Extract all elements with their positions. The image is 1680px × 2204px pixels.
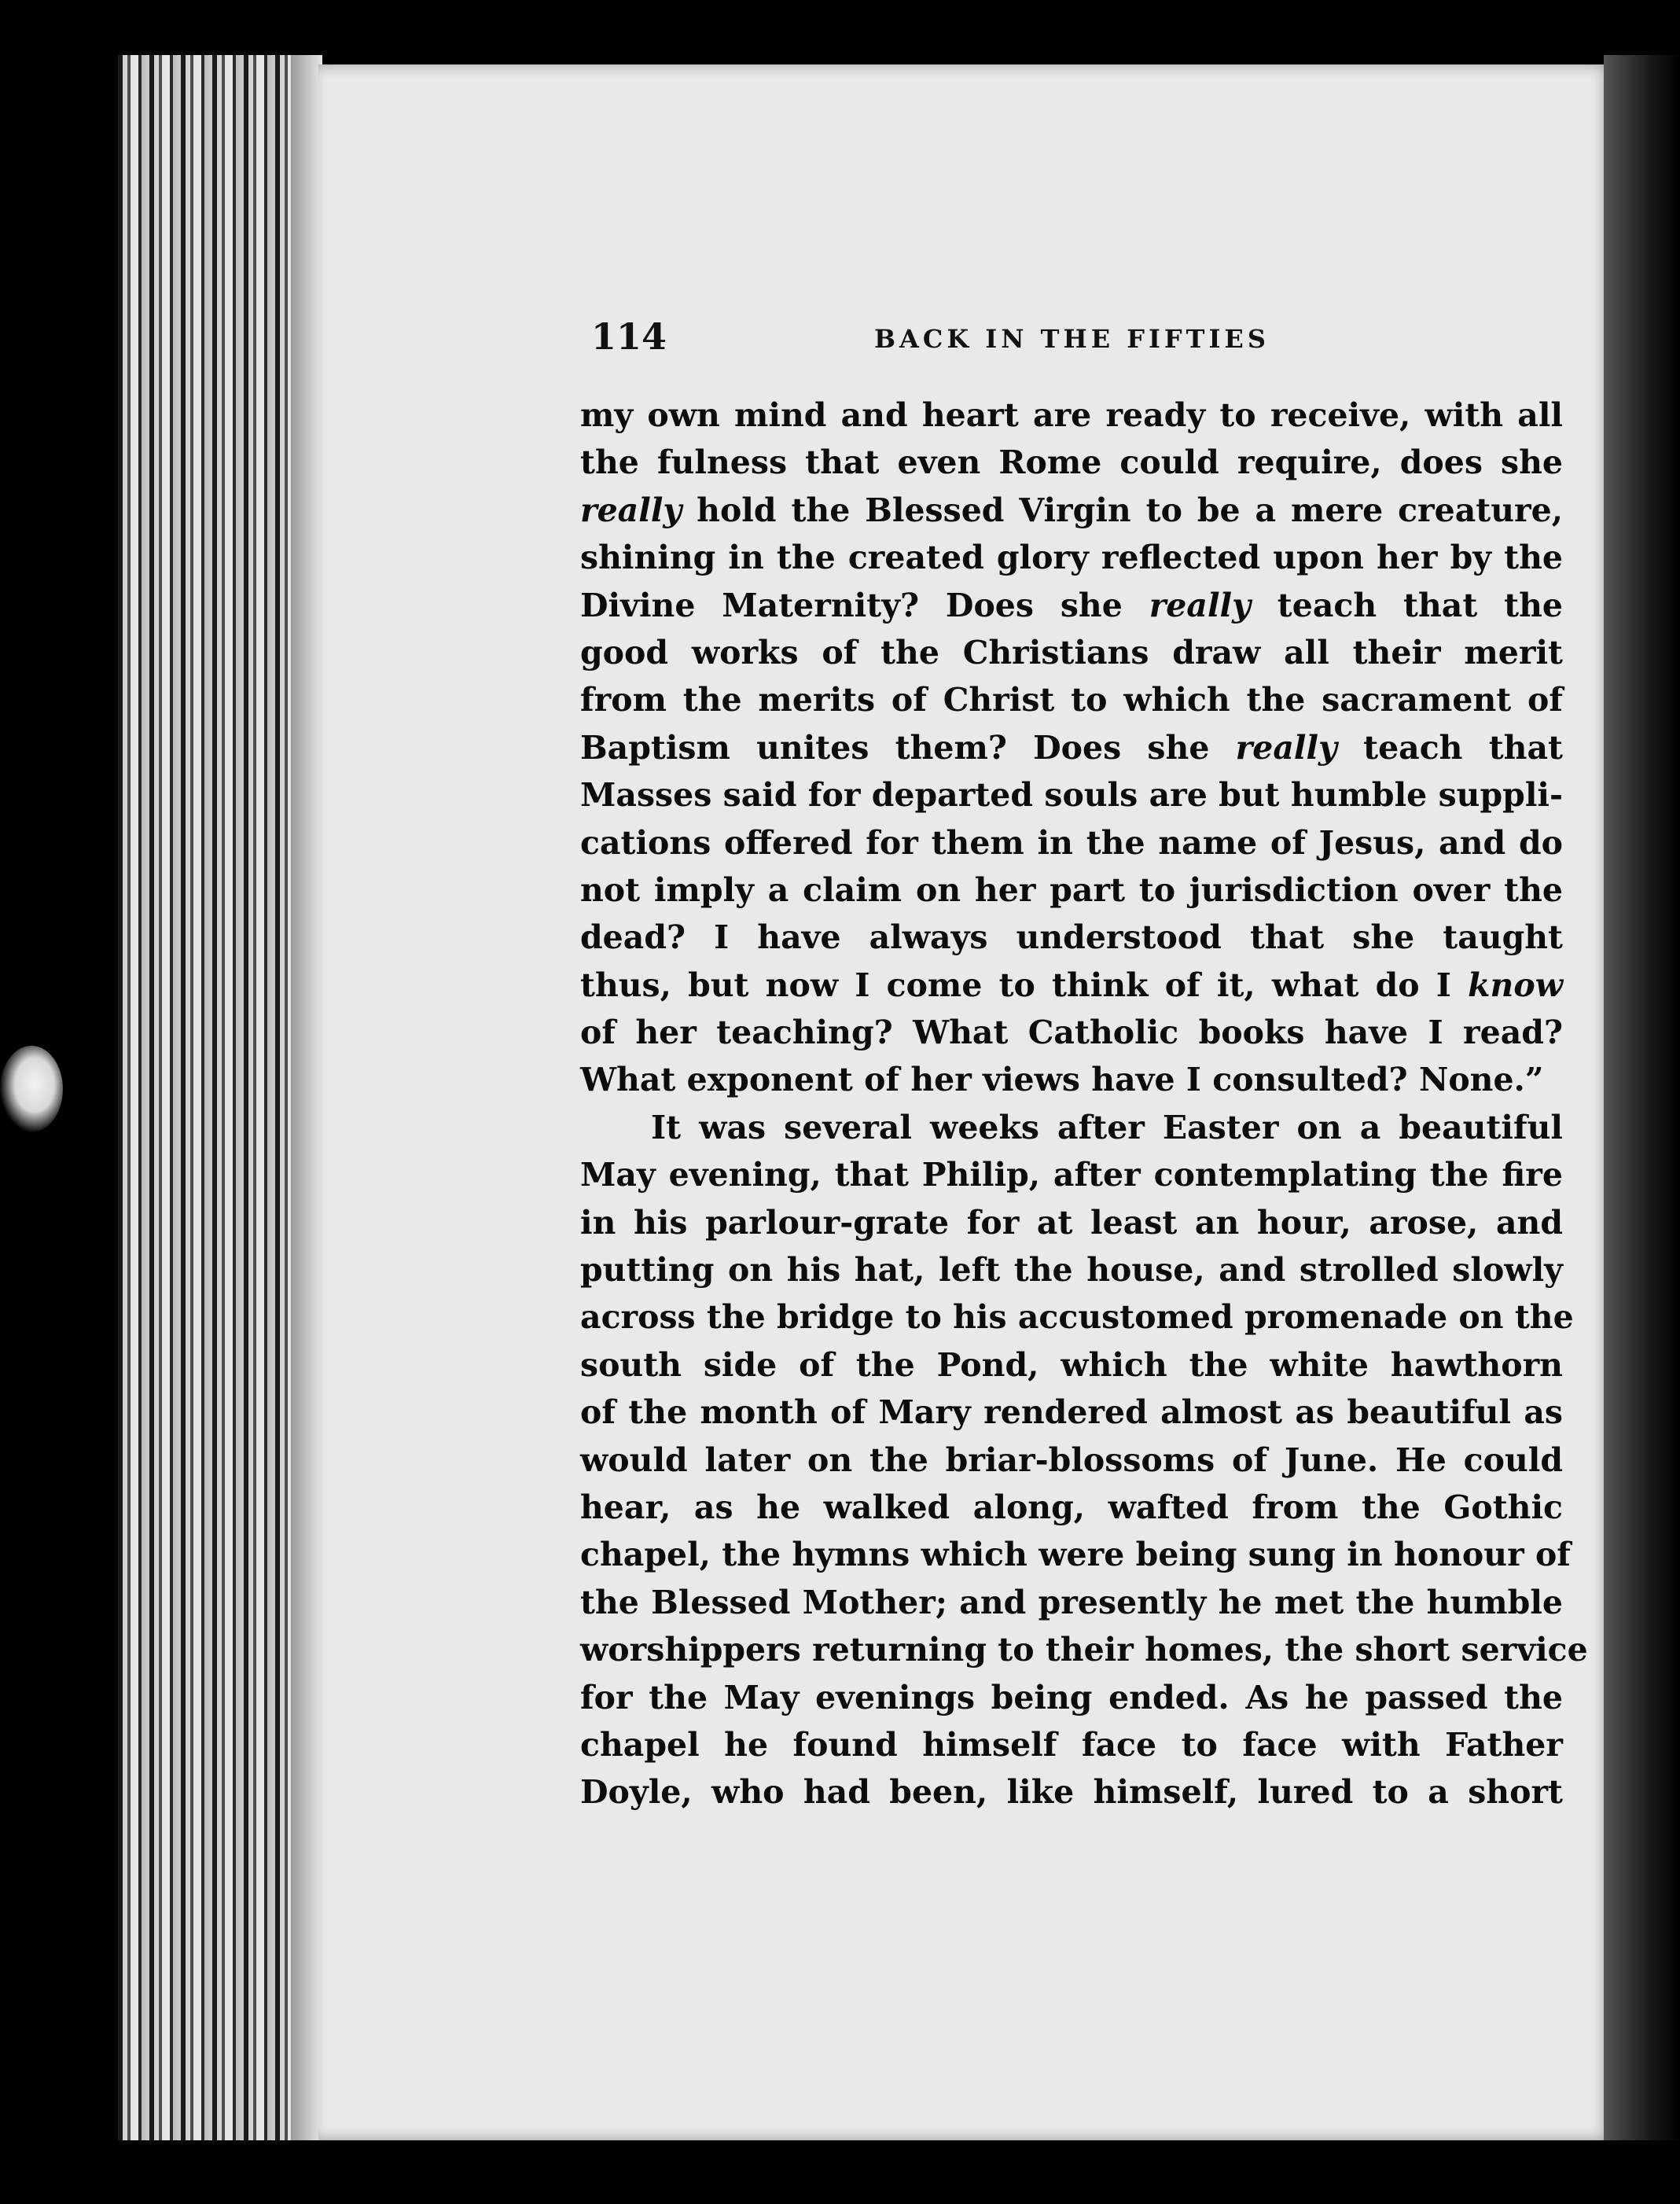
text-segment: hold the Blessed Virgin to be a mere creature, <box>682 491 1563 529</box>
text-line: would later on the briar-blossoms of June. He could <box>580 1441 1563 1479</box>
text-segment: teach that <box>1336 728 1563 767</box>
emphasized-word: really <box>1235 728 1337 767</box>
text-line: Masses said for departed souls are but humble suppli- <box>580 776 1563 815</box>
book-right-edge <box>1604 55 1680 2147</box>
emphasized-word: really <box>1149 586 1251 624</box>
text-line: hear, as he walked along, wafted from the Gothic <box>580 1488 1563 1526</box>
emphasized-word: really <box>580 491 682 529</box>
text-line: shining in the created glory reflected upon her by the <box>580 539 1563 577</box>
text-line: putting on his hat, left the house, and strolled slowly <box>580 1251 1563 1290</box>
text-line: in his parlour-grate for at least an hour, arose, and <box>580 1203 1563 1242</box>
text-line: worshippers returning to their homes, the short service <box>580 1631 1588 1669</box>
text-line: chapel he found himself face to face with Father <box>580 1725 1563 1764</box>
text-segment: thus, but now I come to think of it, what do I <box>580 966 1469 1004</box>
text-line <box>580 724 1563 771</box>
text-line <box>580 582 1563 629</box>
text-line: May evening, that Philip, after contemplating the fire <box>580 1156 1563 1194</box>
text-line: south side of the Pond, which the white hawthorn <box>580 1345 1563 1384</box>
text-line: across the bridge to his accustomed promenade on the <box>580 1298 1574 1337</box>
text-line: chapel, the hymns which were being sung in honour of <box>580 1536 1571 1574</box>
scan-smudge <box>0 1046 63 1132</box>
text-line: good works of the Christians draw all their merit <box>580 633 1563 672</box>
text-line: It was several weeks after Easter on a beautiful <box>651 1108 1563 1146</box>
running-title: BACK IN THE FIFTIES <box>874 324 1270 354</box>
text-line: from the merits of Christ to which the sacrament of <box>580 681 1563 719</box>
book-page-edges <box>118 55 322 2147</box>
body-text <box>580 392 1588 1816</box>
text-segment: teach that the <box>1250 586 1563 624</box>
scan-bottom-border <box>118 2140 1680 2204</box>
text-line: cations offered for them in the name of Jesus, and do <box>580 823 1563 862</box>
text-line: Doyle, who had been, like himself, lured to a short <box>580 1773 1563 1812</box>
text-line: What exponent of her views have I consulted? None.” <box>580 1061 1544 1099</box>
text-line <box>580 962 1563 1009</box>
text-line <box>580 487 1563 534</box>
text-line: the Blessed Mother; and presently he met the humble <box>580 1583 1563 1621</box>
text-line: the fulness that even Rome could require, does she <box>580 443 1563 482</box>
text-line: of the month of Mary rendered almost as beautiful as <box>580 1393 1563 1432</box>
text-line: dead? I have always understood that she taught <box>580 918 1563 957</box>
text-line: my own mind and heart are ready to receive, with all <box>580 396 1563 434</box>
text-line: of her teaching? What Catholic books have I read? <box>580 1014 1563 1052</box>
text-line: for the May evenings being ended. As he passed the <box>580 1678 1563 1716</box>
text-segment: Baptism unites them? Does she <box>580 728 1236 767</box>
text-line: not imply a claim on her part to jurisdiction over the <box>580 870 1563 909</box>
text-segment: Divine Maternity? Does she <box>580 586 1149 624</box>
page-number: 114 <box>591 315 667 358</box>
emphasized-word: know <box>1468 966 1563 1004</box>
page-header <box>591 313 1566 368</box>
